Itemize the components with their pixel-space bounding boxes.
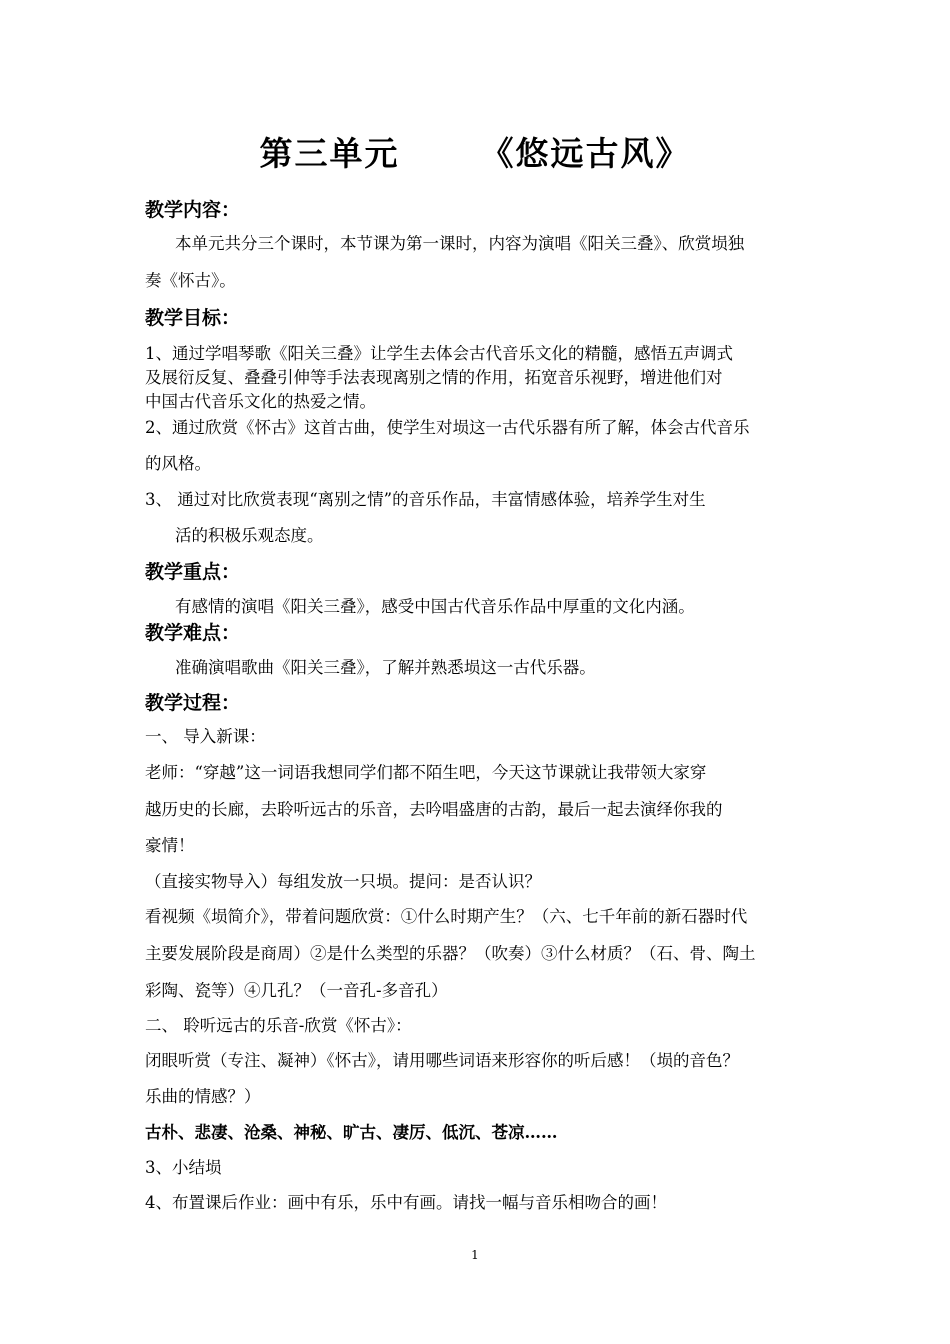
process-line-11: 乐曲的情感？） (145, 1087, 261, 1106)
process-line-7: 主要发展阶段是商周）②是什么类型的乐器？（吹奏）③什么材质？（石、骨、陶土 (145, 944, 756, 963)
goals-line-6: 3、 通过对比欣赏表现“离别之情”的音乐作品，丰富情感体验，培养学生对生 (145, 490, 706, 509)
content-line-2: 奏《怀古》。 (145, 271, 236, 290)
difficult-line-1: 准确演唱歌曲《阳关三叠》，了解并熟悉埙这一古代乐器。 (175, 658, 596, 677)
goals-line-2: 及展衍反复、叠叠引伸等手法表现离别之情的作用，拓宽音乐视野，增进他们对 (145, 368, 723, 387)
heading-key: 教学重点： (145, 561, 241, 583)
content-line-1: 本单元共分三个课时，本节课为第一课时，内容为演唱《阳关三叠》、欣赏埙独 (175, 234, 745, 253)
process-line-13: 3、小结埙 (145, 1158, 222, 1177)
heading-process: 教学过程： (145, 692, 241, 714)
key-line-1: 有感情的演唱《阳关三叠》，感受中国古代音乐作品中厚重的文化内涵。 (175, 597, 695, 616)
goals-line-5: 的风格。 (145, 454, 211, 473)
process-line-5: （直接实物导入）每组发放一只埙。提问：是否认识？ (145, 872, 541, 891)
page-number: 1 (471, 1248, 479, 1262)
goals-line-1: 1、通过学唱琴歌《阳关三叠》让学生去体会古代音乐文化的精髓，感悟五声调式 (145, 344, 733, 363)
process-line-1: 一、 导入新课： (145, 727, 266, 746)
page-title: 第三单元 《悠远古风》 (259, 134, 691, 173)
process-line-4: 豪情！ (145, 836, 195, 855)
heading-content: 教学内容： (145, 199, 241, 221)
process-line-10: 闭眼听赏（专注、凝神）《怀古》，请用哪些词语来形容你的听后感！（埙的音色？ (145, 1051, 739, 1070)
process-line-8: 彩陶、瓷等）④几孔？（一音孔-多音孔） (145, 981, 448, 1000)
process-line-3: 越历史的长廊，去聆听远古的乐音，去吟唱盛唐的古韵，最后一起去演绎你我的 (145, 800, 723, 819)
process-line-14: 4、布置课后作业：画中有乐，乐中有画。请找一幅与音乐相吻合的画！ (145, 1193, 667, 1212)
heading-difficult: 教学难点： (145, 622, 241, 644)
goals-line-3: 中国古代音乐文化的热爱之情。 (145, 392, 376, 411)
process-line-2: 老师：“穿越”这一词语我想同学们都不陌生吧，今天这节课就让我带领大家穿 (145, 763, 707, 782)
process-line-9: 二、 聆听远古的乐音-欣赏《怀古》： (145, 1016, 412, 1035)
goals-line-7: 活的积极乐观态度。 (175, 526, 324, 545)
process-line-6: 看视频《埙简介》，带着问题欣赏：①什么时期产生？（六、七千年前的新石器时代 (145, 907, 748, 926)
heading-goals: 教学目标： (145, 307, 241, 329)
process-line-12: 古朴、悲凄、沧桑、神秘、旷古、凄厉、低沉、苍凉…… (145, 1123, 558, 1142)
goals-line-4: 2、通过欣赏《怀古》这首古曲，使学生对埙这一古代乐器有所了解，体会古代音乐 (145, 418, 750, 437)
